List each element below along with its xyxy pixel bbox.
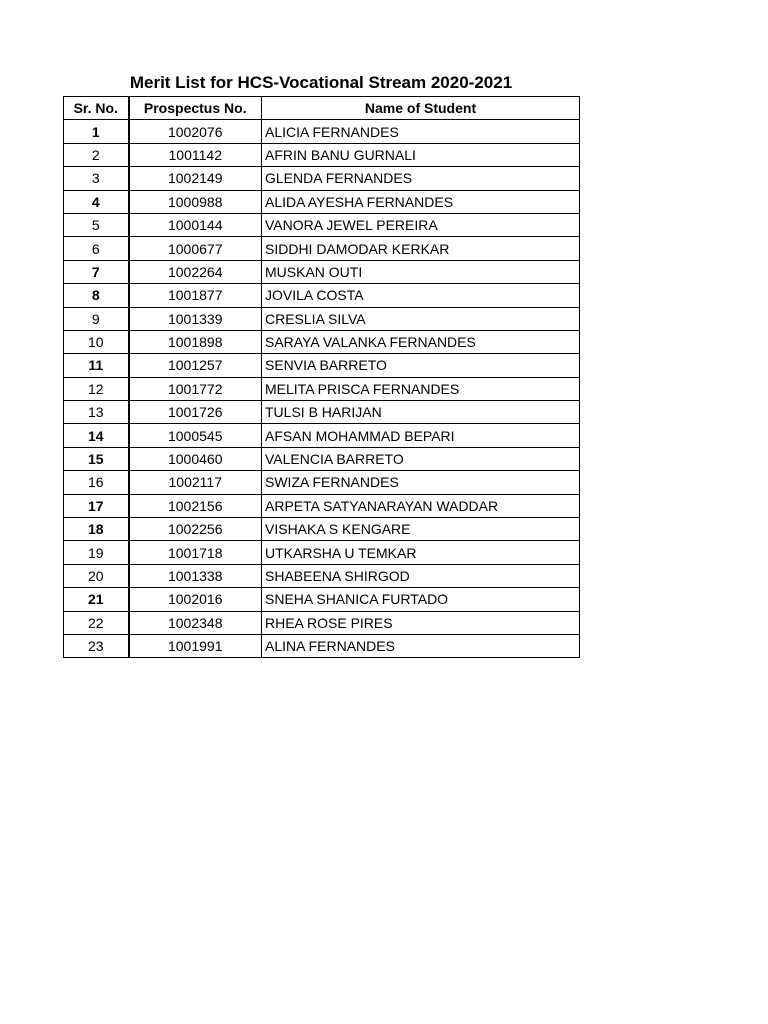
sr-no-cell: 22 <box>64 611 129 634</box>
table-row <box>64 237 580 260</box>
prospectus-no-cell: 1000988 <box>129 190 262 213</box>
table-body <box>64 120 580 658</box>
prospectus-no-cell: 1001338 <box>129 564 262 587</box>
sr-no-cell: 9 <box>64 307 129 330</box>
student-name-cell: MELITA PRISCA FERNANDES <box>262 377 580 400</box>
prospectus-no-cell: 1002348 <box>129 611 262 634</box>
table-row <box>64 447 580 470</box>
student-name-cell: ALIDA AYESHA FERNANDES <box>262 190 580 213</box>
sr-no-cell: 1 <box>64 120 129 143</box>
prospectus-no-cell: 1002149 <box>129 167 262 190</box>
student-name-cell: SIDDHI DAMODAR KERKAR <box>262 237 580 260</box>
sr-no-cell: 18 <box>64 518 129 541</box>
column-header-prospectus-no: Prospectus No. <box>129 97 262 120</box>
student-name-cell: SWIZA FERNANDES <box>262 471 580 494</box>
table-row <box>64 424 580 447</box>
prospectus-no-cell: 1002264 <box>129 260 262 283</box>
student-name-cell: AFSAN MOHAMMAD BEPARI <box>262 424 580 447</box>
sr-no-cell: 17 <box>64 494 129 517</box>
sr-no-cell: 11 <box>64 354 129 377</box>
student-name-cell: CRESLIA SILVA <box>262 307 580 330</box>
sr-no-cell: 16 <box>64 471 129 494</box>
table-row <box>64 143 580 166</box>
student-name-cell: GLENDA FERNANDES <box>262 167 580 190</box>
sr-no-cell: 4 <box>64 190 129 213</box>
student-name-cell: SARAYA VALANKA FERNANDES <box>262 330 580 353</box>
student-name-cell: MUSKAN OUTI <box>262 260 580 283</box>
table-row <box>64 471 580 494</box>
table-row <box>64 307 580 330</box>
table-row <box>64 494 580 517</box>
prospectus-no-cell: 1002016 <box>129 588 262 611</box>
prospectus-no-cell: 1001339 <box>129 307 262 330</box>
prospectus-no-cell: 1001991 <box>129 634 262 657</box>
table-row <box>64 190 580 213</box>
student-name-cell: TULSI B HARIJAN <box>262 401 580 424</box>
table-row <box>64 518 580 541</box>
page-title: Merit List for HCS-Vocational Stream 2020-2021 <box>129 73 513 92</box>
sr-no-cell: 7 <box>64 260 129 283</box>
prospectus-no-cell: 1000545 <box>129 424 262 447</box>
table-row <box>64 588 580 611</box>
prospectus-no-cell: 1000460 <box>129 447 262 470</box>
student-name-cell: VANORA JEWEL PEREIRA <box>262 213 580 236</box>
prospectus-no-cell: 1002156 <box>129 494 262 517</box>
student-name-cell: UTKARSHA U TEMKAR <box>262 541 580 564</box>
column-header-sr-no: Sr. No. <box>64 97 129 120</box>
sr-no-cell: 3 <box>64 167 129 190</box>
student-name-cell: JOVILA COSTA <box>262 284 580 307</box>
prospectus-no-cell: 1002256 <box>129 518 262 541</box>
student-name-cell: ALINA FERNANDES <box>262 634 580 657</box>
table-row <box>64 167 580 190</box>
table-row <box>64 541 580 564</box>
table-row <box>64 330 580 353</box>
student-name-cell: SHABEENA SHIRGOD <box>262 564 580 587</box>
sr-no-cell: 10 <box>64 330 129 353</box>
sr-no-cell: 5 <box>64 213 129 236</box>
prospectus-no-cell: 1001718 <box>129 541 262 564</box>
prospectus-no-cell: 1001898 <box>129 330 262 353</box>
table-row <box>64 377 580 400</box>
sr-no-cell: 20 <box>64 564 129 587</box>
sr-no-cell: 23 <box>64 634 129 657</box>
student-name-cell: VALENCIA BARRETO <box>262 447 580 470</box>
prospectus-no-cell: 1002117 <box>129 471 262 494</box>
table-row <box>64 564 580 587</box>
student-name-cell: SENVIA BARRETO <box>262 354 580 377</box>
sr-no-cell: 14 <box>64 424 129 447</box>
prospectus-no-cell: 1001726 <box>129 401 262 424</box>
student-name-cell: RHEA ROSE PIRES <box>262 611 580 634</box>
sr-no-cell: 12 <box>64 377 129 400</box>
sr-no-cell: 8 <box>64 284 129 307</box>
table-row <box>64 634 580 657</box>
prospectus-no-cell: 1001877 <box>129 284 262 307</box>
sr-no-cell: 15 <box>64 447 129 470</box>
sr-no-cell: 21 <box>64 588 129 611</box>
table-row <box>64 401 580 424</box>
student-name-cell: AFRIN BANU GURNALI <box>262 143 580 166</box>
table-row <box>64 213 580 236</box>
student-name-cell: ALICIA FERNANDES <box>262 120 580 143</box>
merit-list-table <box>63 96 580 658</box>
student-name-cell: SNEHA SHANICA FURTADO <box>262 588 580 611</box>
table-row <box>64 284 580 307</box>
prospectus-no-cell: 1000677 <box>129 237 262 260</box>
table-row <box>64 354 580 377</box>
table-row <box>64 611 580 634</box>
table-row <box>64 120 580 143</box>
sr-no-cell: 6 <box>64 237 129 260</box>
table-row <box>64 260 580 283</box>
table-header-row <box>64 97 580 120</box>
prospectus-no-cell: 1001257 <box>129 354 262 377</box>
sr-no-cell: 2 <box>64 143 129 166</box>
sr-no-cell: 13 <box>64 401 129 424</box>
student-name-cell: ARPETA SATYANARAYAN WADDAR <box>262 494 580 517</box>
prospectus-no-cell: 1001772 <box>129 377 262 400</box>
column-header-student-name: Name of Student <box>262 97 580 120</box>
prospectus-no-cell: 1001142 <box>129 143 262 166</box>
sr-no-cell: 19 <box>64 541 129 564</box>
prospectus-no-cell: 1002076 <box>129 120 262 143</box>
prospectus-no-cell: 1000144 <box>129 213 262 236</box>
student-name-cell: VISHAKA S KENGARE <box>262 518 580 541</box>
